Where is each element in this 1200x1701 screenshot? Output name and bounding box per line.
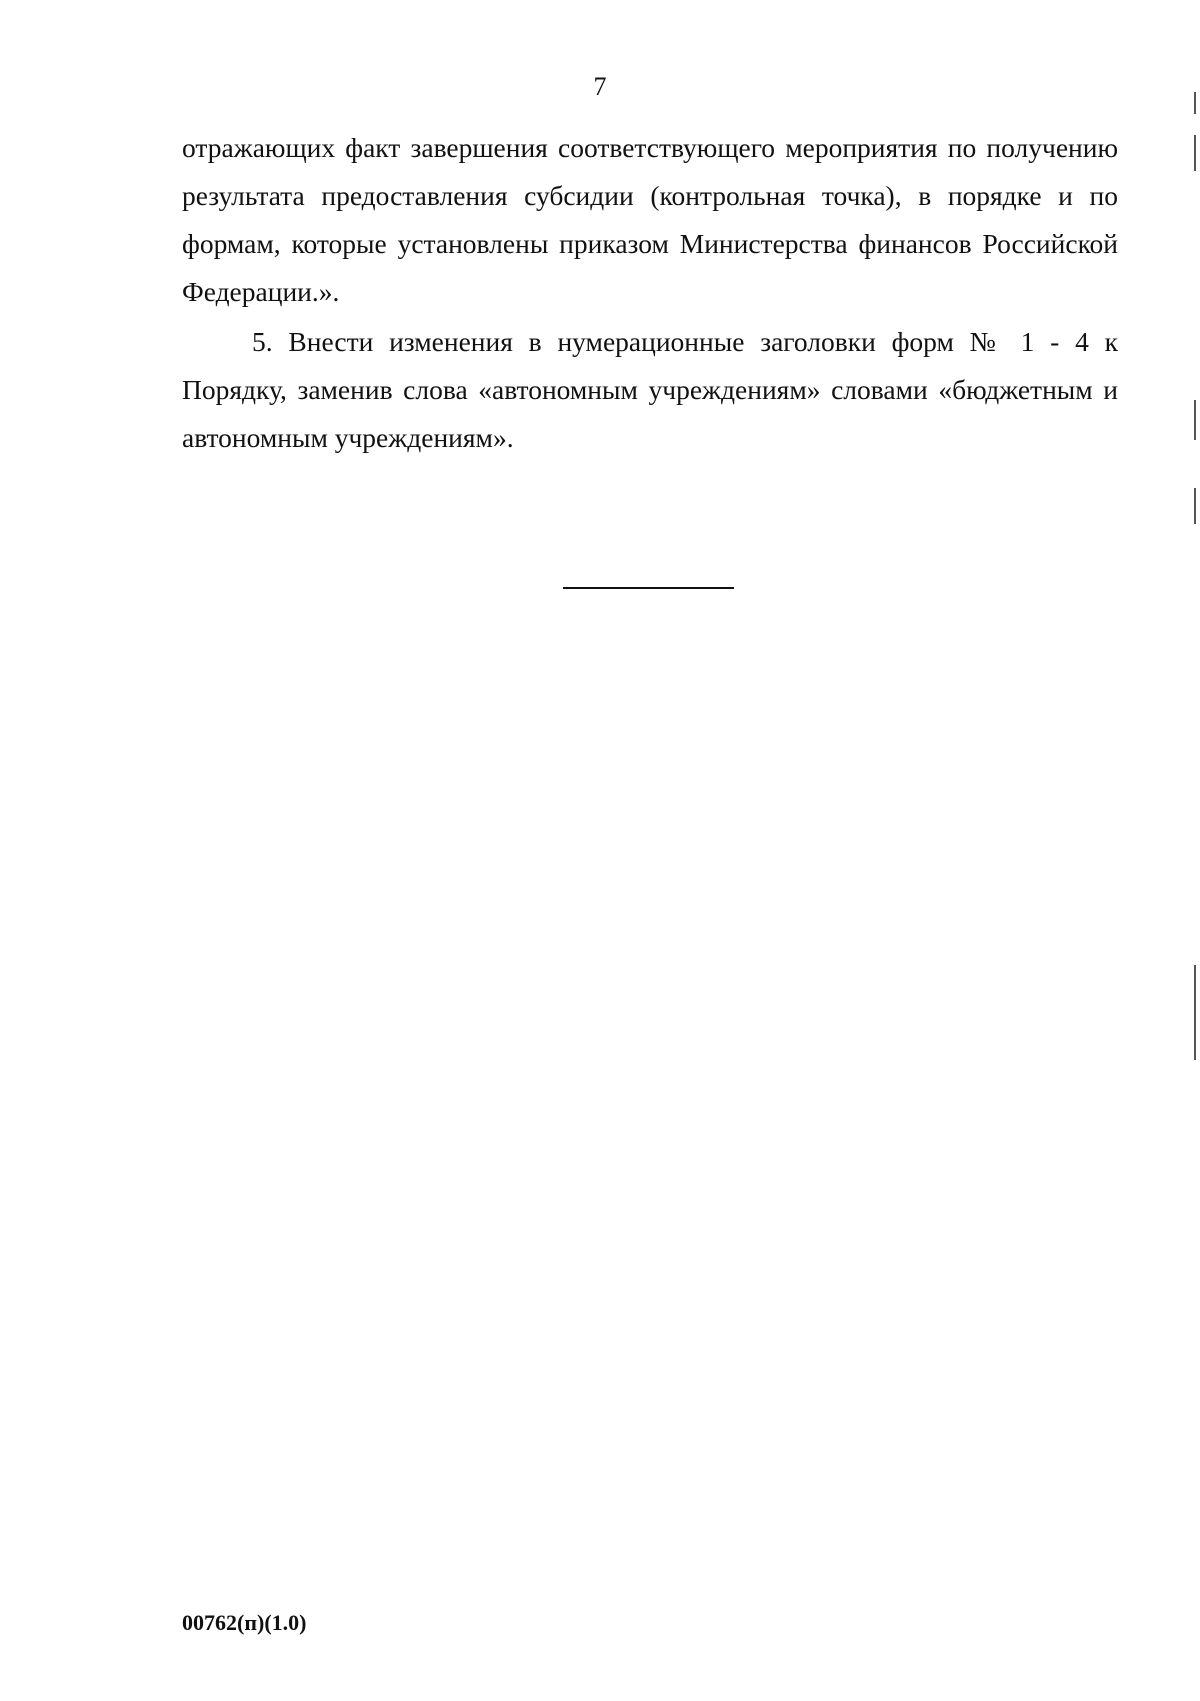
scan-artifact-mark: [1194, 965, 1196, 1060]
paragraph-continuation: [182, 124, 1118, 316]
scan-artifact-mark: [1194, 488, 1196, 524]
paragraph-item-5-text: 5. Внести изменения в нумерационные заголовки форм № 1 - 4 к Порядку, заменив слова «автономным учреждениям» словами «бюджетным и автономным учреждениям».: [182, 326, 1118, 453]
scan-artifact-mark: [1194, 92, 1196, 114]
paragraph-item-5: [182, 318, 1118, 462]
paragraph-continuation-text: отражающих факт завершения соответствующего мероприятия по получению результата предоставления субсидии (контрольная точка), в порядке и по формам, которые установлены приказом Министерства финансов Российской Федерации.».: [182, 132, 1118, 307]
scan-artifact-mark: [1194, 400, 1196, 440]
scan-artifact-mark: [1194, 135, 1196, 171]
document-code: 00762(п)(1.0): [182, 1610, 307, 1635]
page-number: 7: [593, 72, 607, 101]
end-separator-line: [563, 587, 734, 589]
